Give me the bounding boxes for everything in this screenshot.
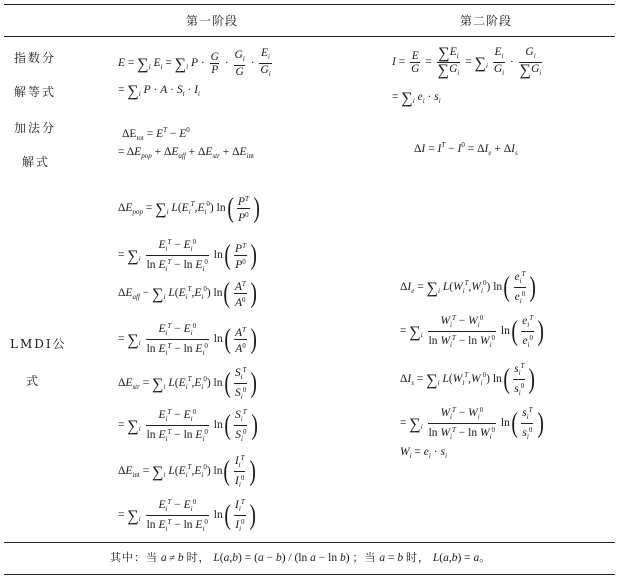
eq-s2-lmdi-e: $\Delta I_e = \sum_i$ $L(W_i^T,W_i^0)$ ln ( $e_i^T$ $e_i^0$ ) — [400, 270, 537, 305]
eq-s2-index-1: I = $\frac{E}{G}$ = $\frac{\sum E_i}{\sum G_i}$ = $\sum_i$ $\frac{E_i}{G_i}$ · $\frac{G_i}{\sum G_i}$ — [392, 45, 542, 79]
header-rule — [4, 36, 615, 37]
row-label-lmdi-line2: 式 — [26, 374, 41, 388]
eq-s1-lmdi-aff: $\Delta E_{aff} - \sum_i$ $L(E_i^T,E_i^0)$ ln ( $A^T$ $A^0$ ) — [118, 277, 257, 309]
eq-s1-lmdi-int-2: = $\sum_i$ $E_i^T - E_i^0$ $\ln E_i^T - \ln E_i^0$ ln ( $I_i^T$ $I_i^0$ ) — [118, 498, 256, 533]
eq-s2-index-2: = $\sum_i$ $e_i \cdot s_i$ — [392, 90, 441, 107]
eq-s2-lmdi-s-2: = $\sum_i$ $W_i^T - W_i^0$ $\ln W_i^T - \ln W_i^0$ ln ( $s_i^T$ $s_i^0$ ) — [400, 406, 544, 441]
eq-s1-lmdi-str: $\Delta E_{str} = \sum_i$ $L(E_i^T,E_i^0)$ ln ( $S_i^T$ $S_i^0$ ) — [118, 366, 258, 401]
row-label-index-line1: 指数分 — [14, 51, 57, 65]
row-label-index-line2: 解等式 — [14, 85, 57, 99]
row-label-lmdi-line1: LMDI公 — [10, 337, 67, 351]
header-stage-one: 第一阶段 — [186, 14, 239, 28]
footer-rule — [4, 542, 615, 543]
eq-s1-additive-2: = $\Delta E_{pop} + \Delta E_{aff} + \Delta E_{str} + \Delta E_{int}$ — [118, 146, 254, 160]
eq-s1-lmdi-pop-2: = $\sum_i$ $E_i^T - E_i^0$ $\ln E_i^T - \ln E_i^0$ ln ( $P^T$ $P^0$ ) — [118, 238, 257, 273]
eq-s1-lmdi-aff-2: = $\sum_i$ $E_i^T - E_i^0$ $\ln E_i^T - \ln E_i^0$ ln ( $A^T$ $A^0$ ) — [118, 322, 257, 357]
eq-s1-additive-1: $\Delta E_{tot} = E^T - E^0$ — [122, 126, 190, 142]
eq-s2-lmdi-e-2: = $\sum_i$ $W_i^T - W_i^0$ $\ln W_i^T - \ln W_i^0$ ln ( $e_i^T$ $e_i^0$ ) — [400, 314, 545, 349]
top-rule — [4, 4, 615, 5]
header-stage-two: 第二阶段 — [460, 14, 513, 28]
eq-s2-w-def: $W_i = e_i \cdot s_i$ — [400, 446, 447, 460]
row-label-additive-line2: 解式 — [22, 155, 51, 169]
footer-note: 其中：当 a ≠ b 时， L(a,b) = (a − b) / (ln a − ln b) ；当 a = b 时， L(a,b) = a。 — [110, 551, 491, 564]
eq-s1-index-1: $E = \sum_i$ $E_i = \sum_i$ P · $\frac{G}{P}$ · $\frac{G_i}{G}$ · $\frac{E_i}{G_i}$ — [118, 47, 271, 78]
row-label-additive-line1: 加法分 — [14, 121, 57, 135]
eq-s1-lmdi-pop: $\Delta E_{pop} = \sum_i$ $L(E_i^T,E_i^0)$ ln ( $P^T$ $P^0$ ) — [118, 192, 260, 224]
bottom-rule — [4, 574, 615, 575]
eq-s1-index-2: = $\sum_i$ $P \cdot A \cdot S_i \cdot I_i$ — [118, 83, 200, 100]
eq-s2-additive: $\Delta I = I^T - I^0 = \Delta I_e + \Delta I_s$ — [414, 141, 518, 157]
eq-s1-lmdi-int: $\Delta E_{int} = \sum_i$ $L(E_i^T,E_i^0)$ ln ( $I_i^T$ $I_i^0$ ) — [118, 454, 256, 489]
eq-s1-lmdi-str-2: = $\sum_i$ $E_i^T - E_i^0$ $\ln E_i^T - \ln E_i^0$ ln ( $S_i^T$ $S_i^0$ ) — [118, 408, 258, 443]
eq-s2-lmdi-s: $\Delta I_s = \sum_i$ $L(W_i^T,W_i^0)$ ln ( $s_i^T$ $s_i^0$ ) — [400, 362, 536, 397]
